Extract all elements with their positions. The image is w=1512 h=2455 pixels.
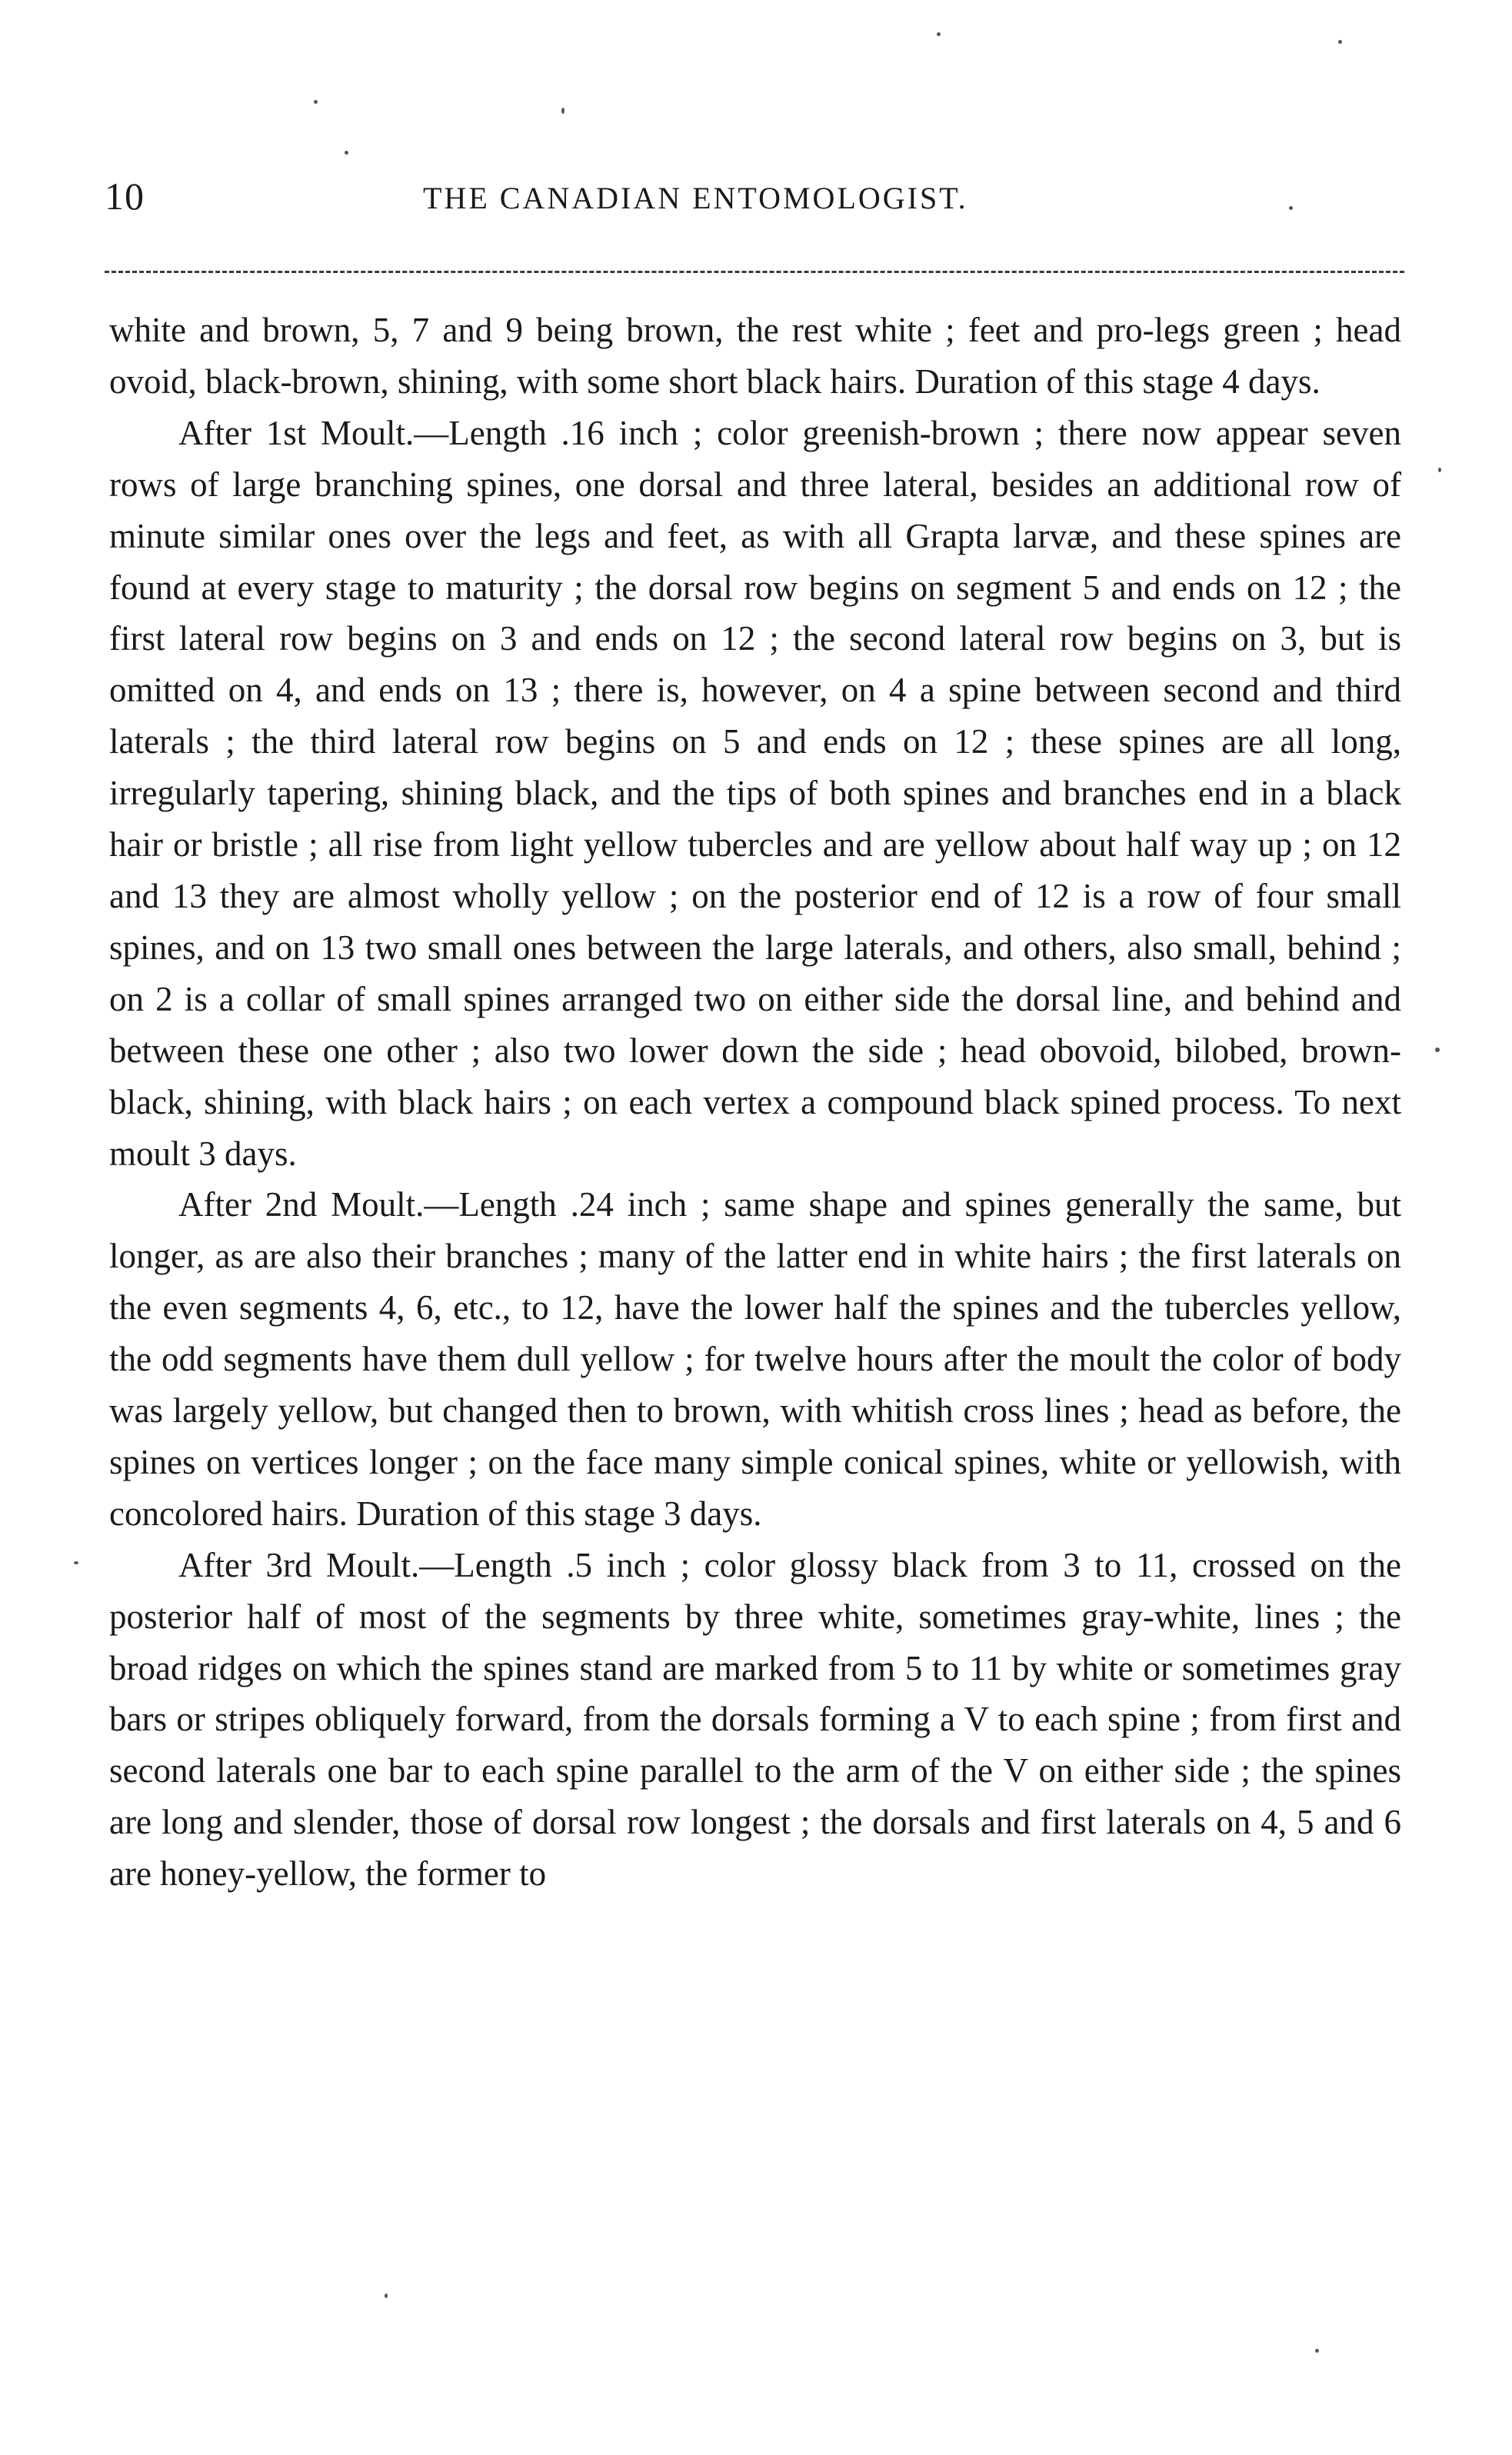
scan-speck bbox=[937, 32, 941, 36]
page-header bbox=[100, 174, 1407, 228]
paragraph-third-moult: After 3rd Moult.—Length .5 inch ; color glossy black from 3 to 11, crossed on the posterior half of most of the segments by three white, sometimes gray-white, lines ; the broad ridges on which the spines stand are marked from 5 to 11 by white or sometimes gray bars or stripes obliquely forward, from the dorsals forming a V to each spine ; from first and second laterals one bar to each spine parallel to the arm of the V on either side ; the spines are long and slender, those of dorsal row longest ; the dorsals and first laterals on 4, 5 and 6 are honey-yellow, the former to bbox=[109, 1545, 1401, 1894]
running-title: THE CANADIAN ENTOMOLOGIST. bbox=[423, 181, 968, 215]
scan-speck bbox=[345, 151, 348, 155]
page-number: 10 bbox=[105, 175, 145, 218]
scan-speck bbox=[1289, 206, 1293, 210]
body-text bbox=[109, 305, 1401, 1900]
scan-speck bbox=[1435, 1048, 1440, 1052]
paragraph-continuation: white and brown, 5, 7 and 9 being brown, the rest white ; feet and pro-legs green ; head ovoid, black-brown, shining, with some short black hairs. Duration of this stage 4 days. bbox=[109, 311, 1401, 401]
scan-speck bbox=[1338, 40, 1342, 44]
scan-speck bbox=[314, 100, 318, 104]
scan-speck bbox=[561, 108, 565, 114]
scan-speck bbox=[385, 2293, 388, 2298]
scan-speck bbox=[74, 1561, 78, 1564]
paragraph-second-moult: After 2nd Moult.—Length .24 inch ; same shape and spines generally the same, but longer, as are also their branches ; many of the latter end in white hairs ; the first laterals on the even segments 4, 6, etc., to 12, have the lower half the spines and the tubercles yellow, the odd segments have them dull yellow ; for twelve hours after the moult the color of body was largely yellow, but changed then to brown, with whitish cross lines ; head as before, the spines on vertices longer ; on the face many simple conical spines, white or yellowish, with concolored hairs. Duration of this stage 3 days. bbox=[109, 1185, 1401, 1533]
paragraph-first-moult: After 1st Moult.—Length .16 inch ; color greenish-brown ; there now appear seven rows of large branching spines, one dorsal and three lateral, besides an additional row of minute similar ones over the legs and feet, as with all Grapta larvæ, and these spines are found at every stage to maturity ; the dorsal row begins on segment 5 and ends on 12 ; the first lateral row begins on 3 and ends on 12 ; the second lateral row begins on 3, but is omitted on 4, and ends on 13 ; there is, however, on 4 a spine between second and third laterals ; the third lateral row begins on 5 and ends on 12 ; these spines are all long, irregularly tapering, shining black, and the tips of both spines and branches end in a black hair or bristle ; all rise from light yellow tubercles and are yellow about half way up ; on 12 and 13 they are almost wholly yellow ; on the posterior end of 12 is a row of four small spines, and on 13 two small ones between the large laterals, and others, also small, behind ; on 2 is a collar of small spines arranged two on either side the dorsal line, and behind and between these one other ; also two lower down the side ; head obovoid, bilobed, brown-black, shining, with black hairs ; on each vertex a compound black spined process. To next moult 3 days. bbox=[109, 413, 1401, 1173]
scan-speck bbox=[1315, 2349, 1319, 2353]
scan-speck bbox=[1438, 468, 1441, 472]
header-rule bbox=[105, 271, 1404, 273]
